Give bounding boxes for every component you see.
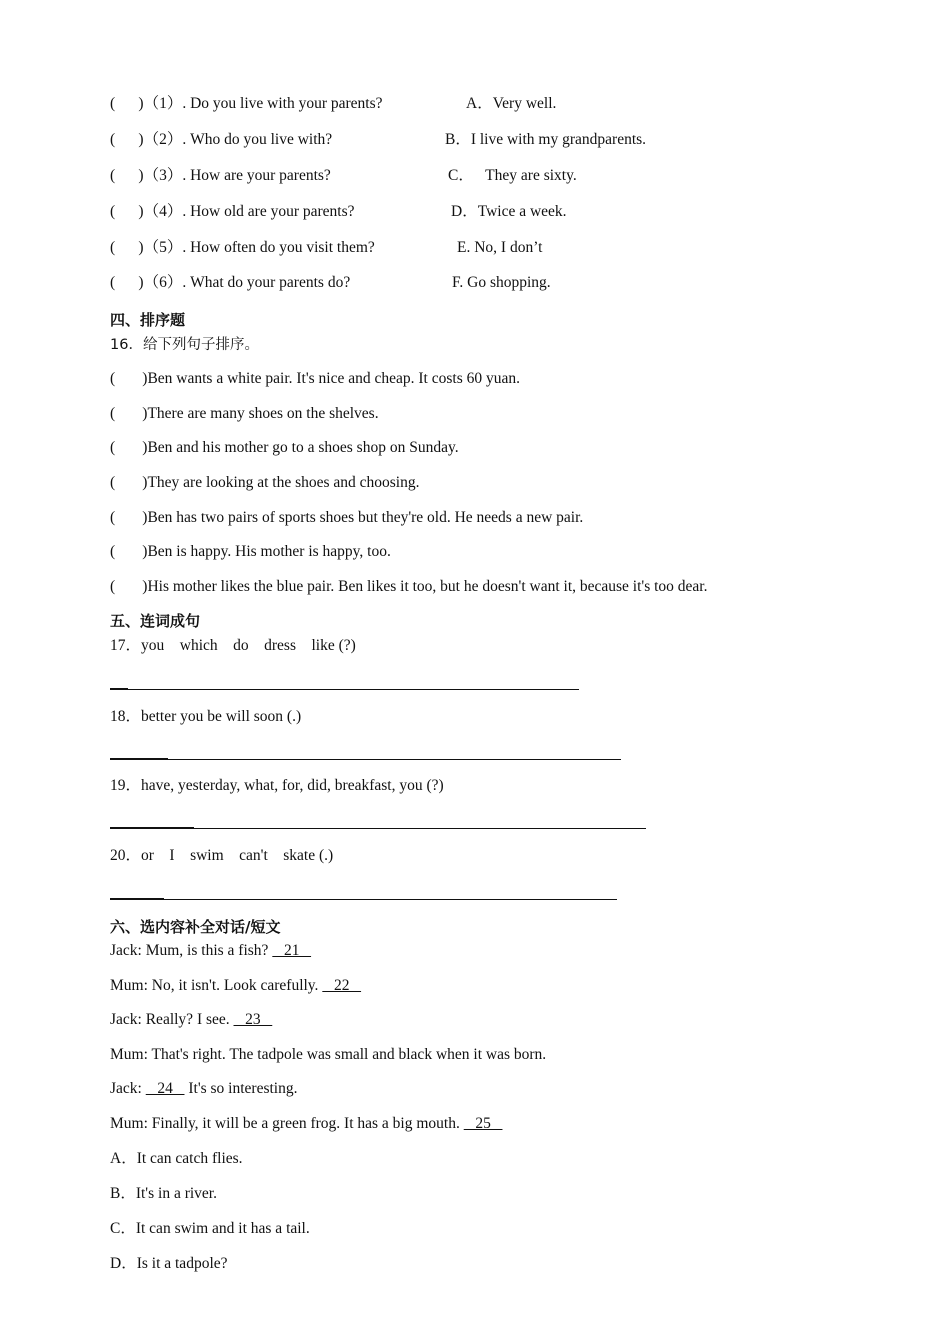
- matching-option-e: E. No, I don’t: [457, 239, 543, 256]
- question-18: 18．better you be will soon (.): [110, 708, 302, 725]
- answer-line-prefix: [110, 827, 194, 829]
- answer-paren[interactable]: ( ): [110, 274, 144, 291]
- option-d: D．Is it a tadpole?: [110, 1255, 228, 1272]
- question-20: 20．or I swim can't skate (.): [110, 847, 334, 864]
- answer-line-19[interactable]: [194, 828, 646, 829]
- answer-paren[interactable]: ( ): [110, 239, 144, 256]
- question-17: 17．you which do dress like (?): [110, 637, 356, 654]
- matching-option-f: F. Go shopping.: [452, 274, 551, 291]
- option-b: B．It's in a river.: [110, 1185, 217, 1202]
- dialogue-line-1: [110, 941, 311, 961]
- matching-row-1: [110, 94, 383, 114]
- matching-row-4: [110, 202, 355, 222]
- matching-question: （6）. What do your parents do?: [143, 274, 351, 291]
- dialogue-text: Jack: Really? I see.: [110, 1011, 234, 1028]
- ordering-item-5[interactable]: ( )Ben has two pairs of sports shoes but they're old. He needs a new pair.: [110, 509, 584, 526]
- answer-line-18[interactable]: [168, 759, 621, 760]
- ordering-item-4[interactable]: ( )They are looking at the shoes and choosing.: [110, 474, 420, 491]
- matching-question: （4）. How old are your parents?: [143, 203, 355, 220]
- answer-paren[interactable]: ( ): [110, 131, 144, 148]
- answer-line-prefix: [110, 688, 128, 690]
- matching-question: （1）. Do you live with your parents?: [143, 95, 383, 112]
- dialogue-line-3: [110, 1010, 272, 1030]
- matching-row-5: [110, 238, 375, 258]
- dialogue-text: Jack: Mum, is this a fish?: [110, 942, 273, 959]
- section-4-heading: 四、排序题: [110, 311, 186, 329]
- dialogue-text-after: It's so interesting.: [184, 1080, 298, 1097]
- option-c: C．It can swim and it has a tail.: [110, 1220, 310, 1237]
- answer-line-17[interactable]: [128, 689, 579, 690]
- matching-option-b: B．I live with my grandparents.: [445, 131, 647, 148]
- answer-paren[interactable]: ( ): [110, 167, 144, 184]
- ordering-item-7[interactable]: ( )His mother likes the blue pair. Ben likes it too, but he doesn't want it, because it's too dear.: [110, 578, 708, 595]
- matching-row-6: [110, 273, 350, 293]
- ordering-item-3[interactable]: ( )Ben and his mother go to a shoes shop on Sunday.: [110, 439, 459, 456]
- ordering-item-1[interactable]: ( )Ben wants a white pair. It's nice and cheap. It costs 60 yuan.: [110, 370, 520, 387]
- blank-24[interactable]: 24: [145, 1080, 185, 1097]
- blank-21[interactable]: 21: [272, 942, 312, 959]
- matching-row-3: [110, 166, 331, 186]
- matching-question: （3）. How are your parents?: [143, 167, 331, 184]
- dialogue-text: Mum: No, it isn't. Look carefully.: [110, 977, 323, 994]
- blank-22[interactable]: 22: [322, 977, 362, 994]
- section-5-heading: 五、连词成句: [110, 612, 201, 630]
- blank-25[interactable]: 25: [463, 1115, 503, 1132]
- answer-paren[interactable]: ( ): [110, 203, 144, 220]
- matching-row-2: [110, 130, 332, 150]
- answer-paren[interactable]: ( ): [110, 95, 144, 112]
- matching-option-c: C． They are sixty.: [448, 167, 577, 184]
- option-a: A．It can catch flies.: [110, 1150, 243, 1167]
- ordering-item-2[interactable]: ( )There are many shoes on the shelves.: [110, 405, 379, 422]
- dialogue-line-4: Mum: That's right. The tadpole was small and black when it was born.: [110, 1046, 547, 1063]
- dialogue-line-6: [110, 1114, 502, 1134]
- question-16: 16．给下列句子排序。: [110, 337, 259, 353]
- ordering-item-6[interactable]: ( )Ben is happy. His mother is happy, too.: [110, 543, 391, 560]
- dialogue-text: Mum: Finally, it will be a green frog. It has a big mouth.: [110, 1115, 464, 1132]
- dialogue-text: Jack:: [110, 1080, 146, 1097]
- matching-question: （2）. Who do you live with?: [143, 131, 333, 148]
- section-6-heading: 六、选内容补全对话/短文: [110, 918, 281, 936]
- matching-option-d: D．Twice a week.: [451, 203, 567, 220]
- dialogue-line-5: [110, 1079, 298, 1099]
- dialogue-line-2: [110, 976, 361, 996]
- answer-line-prefix: [110, 898, 164, 900]
- matching-option-a: A．Very well.: [466, 95, 557, 112]
- answer-line-prefix: [110, 758, 168, 760]
- blank-23[interactable]: 23: [233, 1011, 273, 1028]
- answer-line-20[interactable]: [164, 899, 617, 900]
- question-19: 19．have, yesterday, what, for, did, breakfast, you (?): [110, 777, 444, 794]
- matching-question: （5）. How often do you visit them?: [143, 239, 375, 256]
